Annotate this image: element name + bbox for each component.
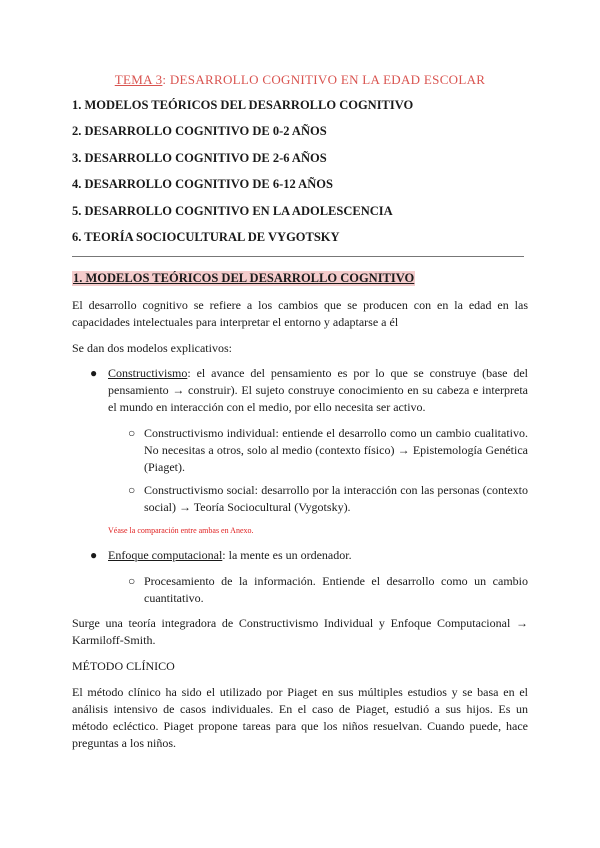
subbullet-icon: ○ (128, 483, 136, 497)
intro-paragraph: El desarrollo cognitivo se refiere a los cambios que se producen con en la edad en las capacidades intelectuales para interpretar el entorno y adaptarse a él (72, 298, 528, 329)
integrative-paragraph: Surge una teoría integradora de Constructivismo Individual y Enfoque Computacional → Karmiloff-Smith. (72, 616, 528, 647)
toc-item-2: 2. DESARROLLO COGNITIVO DE 0-2 AÑOS (72, 124, 327, 138)
sub-constructivismo-individual: Constructivismo individual: entiende el desarrollo como un cambio cualitativo. No necesitas a otros, solo al medio (contexto físico) → Epistemología Genética (Piaget). (144, 426, 528, 474)
sub-constructivismo-social: Constructivismo social: desarrollo por la interacción con las personas (contexto social) → Teoría Sociocultural (Vygotsky). (144, 483, 528, 514)
toc-item-6: 6. TEORÍA SOCIOCULTURAL DE VYGOTSKY (72, 230, 340, 244)
bullet-icon: ● (90, 548, 98, 562)
bullet-enfoque-text: : la mente es un ordenador. (222, 548, 352, 562)
bullet-constructivismo-text: : el avance del pensamiento es por lo que se construye (base del pensamiento → construir). El sujeto construye conocimiento en su cabeza e interpreta el mundo en interacción con el medio, por ello necesita ser activo. (108, 366, 528, 414)
title-rest: : DESARROLLO COGNITIVO EN LA EDAD ESCOLAR (162, 72, 486, 87)
method-heading: MÉTODO CLÍNICO (72, 659, 175, 673)
document-title (0, 72, 600, 88)
bullet-enfoque-computacional (108, 547, 528, 564)
title-prefix: TEMA 3 (114, 72, 163, 87)
toc-item-4: 4. DESARROLLO COGNITIVO DE 6-12 AÑOS (72, 177, 333, 191)
models-intro: Se dan dos modelos explicativos: (72, 341, 232, 355)
section-divider (72, 256, 524, 257)
toc-item-1: 1. MODELOS TEÓRICOS DEL DESARROLLO COGNITIVO (72, 98, 414, 112)
term-enfoque-computacional: Enfoque computacional (108, 548, 223, 562)
toc-item-3: 3. DESARROLLO COGNITIVO DE 2-6 AÑOS (72, 151, 327, 165)
subbullet-icon: ○ (128, 574, 136, 588)
sub-procesamiento: Procesamiento de la información. Entiende el desarrollo como un cambio cuantitativo. (144, 574, 528, 605)
method-paragraph: El método clínico ha sido el utilizado por Piaget en sus múltiples estudios y se basa en el análisis intensivo de casos individuales. En el caso de Piaget, estudió a sus hijos. Es un método ecléctico. Piaget propone tareas para que los niños resuelvan. Cuando puede, hace preguntas a los niños. (72, 685, 528, 750)
section-heading: 1. MODELOS TEÓRICOS DEL DESARROLLO COGNITIVO (73, 271, 415, 285)
annex-note: Véase la comparación entre ambas en Anexo. (108, 526, 254, 535)
term-constructivismo: Constructivismo (108, 366, 188, 380)
bullet-constructivismo (108, 365, 528, 416)
toc-item-5: 5. DESARROLLO COGNITIVO EN LA ADOLESCENCIA (72, 204, 393, 218)
subbullet-icon: ○ (128, 426, 136, 440)
bullet-icon: ● (90, 366, 98, 380)
